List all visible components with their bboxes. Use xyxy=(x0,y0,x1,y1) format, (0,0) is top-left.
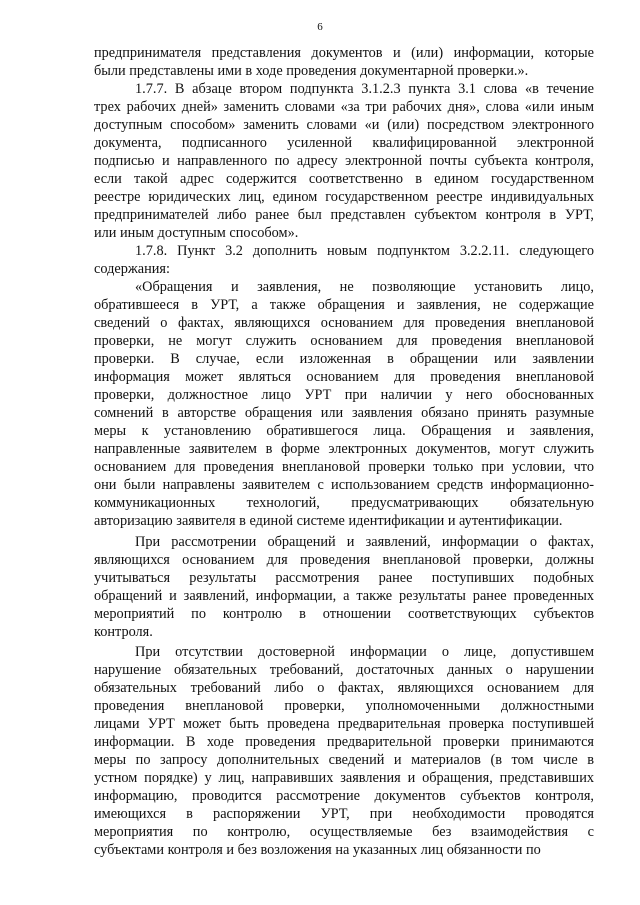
paragraph-line: проверки, должностное лицо УРТ при наличии у него обоснованных xyxy=(94,387,594,403)
paragraph-line: они были направлены заявителем с использованием средств информационно- xyxy=(94,477,594,493)
paragraph-line: мероприятий по контролю в отношении соответствующих субъектов xyxy=(94,606,594,622)
paragraph-line: были представлены ими в ходе проведения документарной проверки.». xyxy=(94,63,529,79)
paragraph-line: проверки, не могут служить основанием для проведения внеплановой xyxy=(94,333,594,349)
page-number: 6 xyxy=(317,21,323,33)
paragraph-5 xyxy=(94,533,594,641)
paragraph-line: сведений о фактах, являющихся основанием для проведения внеплановой xyxy=(94,315,594,331)
paragraph-3 xyxy=(94,242,594,278)
paragraph-line: если такой адрес содержится соответственно в едином государственном xyxy=(94,171,594,187)
paragraph-line: мероприятия по контролю, осуществляемые без взаимодействия с xyxy=(94,824,594,840)
paragraph-line: При рассмотрении обращений и заявлений, информации о фактах, xyxy=(135,534,594,550)
paragraph-line: лицами УРТ может быть проведена предварительная проверка поступившей xyxy=(94,716,594,732)
paragraph-line: информацию, проводится рассмотрение документов субъектов контроля, xyxy=(94,788,594,804)
paragraph-line: содержания: xyxy=(94,261,170,277)
paragraph-line: проверки. В случае, если изложенная в обращении или заявлении xyxy=(94,351,594,367)
paragraph-line: обращений и заявлений, информации, а также результаты ранее проведенных xyxy=(94,588,594,604)
paragraph-line: авторизацию заявителя в единой системе идентификации и аутентификации. xyxy=(94,513,563,529)
paragraph-line: подписью и направленного по адресу электронной почты субъекта контроля, xyxy=(94,153,594,169)
paragraph-line: субъектами контроля и без возложения на указанных лиц обязанности по xyxy=(94,842,541,858)
paragraph-line: доступным способом» заменить словами «и (или) посредством электронного xyxy=(94,117,594,133)
paragraph-line: нарушение обязательных требований, достаточных данных о нарушении xyxy=(94,662,594,678)
paragraph-line: обязательных требований либо о фактах, являющихся основанием для xyxy=(94,680,594,696)
paragraph-line: или иным доступным способом». xyxy=(94,225,299,241)
paragraph-line: меры по запросу дополнительных сведений и материалов (в том числе в xyxy=(94,752,594,768)
paragraph-line: реестре юридических лиц, едином государственном реестре индивидуальных xyxy=(94,189,594,205)
document-body xyxy=(94,44,594,859)
paragraph-1 xyxy=(94,44,594,80)
paragraph-line: основанием для проведения внеплановой проверки только при условии, что xyxy=(94,459,594,475)
paragraph-2 xyxy=(94,80,594,242)
paragraph-line: При отсутствии достоверной информации о лице, допустившем xyxy=(135,644,594,660)
paragraph-line: предпринимателя представления документов и (или) информации, которые xyxy=(94,45,594,61)
paragraph-line: устном порядке) у лиц, направивших заявления и обращения, представивших xyxy=(94,770,594,786)
paragraph-line: являющихся основанием для проведения внеплановой проверки, должны xyxy=(94,552,594,568)
paragraph-line: информация может являться основанием для проведения внеплановой xyxy=(94,369,594,385)
paragraph-line: 1.7.7. В абзаце втором подпункта 3.1.2.3 пункта 3.1 слова «в течение xyxy=(135,81,594,97)
paragraph-line: «Обращения и заявления, не позволяющие установить лицо, xyxy=(135,279,594,295)
paragraph-line: контроля. xyxy=(94,624,153,640)
paragraph-line: документа, подписанного усиленной квалифицированной электронной xyxy=(94,135,594,151)
paragraph-line: коммуникационных технологий, предусматривающих обязательную xyxy=(94,495,594,511)
paragraph-line: предпринимателей либо ранее был представлен субъектом контроля в УРТ, xyxy=(94,207,594,223)
paragraph-4 xyxy=(94,278,594,530)
paragraph-line: сомнений в авторстве обращения или заявления обязано принять разумные xyxy=(94,405,594,421)
paragraph-line: учитываться результаты рассмотрения ранее поступивших подобных xyxy=(94,570,594,586)
paragraph-line: информации. В ходе проведения предварительной проверки принимаются xyxy=(94,734,594,750)
paragraph-line: меры к установлению обратившегося лица. Обращения и заявления, xyxy=(94,423,594,439)
paragraph-line: обратившееся в УРТ, а также обращения и заявления, не содержащие xyxy=(94,297,594,313)
paragraph-line: имеющихся в распоряжении УРТ, при необходимости проводятся xyxy=(94,806,594,822)
paragraph-line: проведения внеплановой проверки, уполномоченными должностными xyxy=(94,698,594,714)
paragraph-line: 1.7.8. Пункт 3.2 дополнить новым подпунктом 3.2.2.11. следующего xyxy=(135,243,594,259)
paragraph-line: направленные заявителем в форме электронных документов, могут служить xyxy=(94,441,594,457)
paragraph-line: трех рабочих дней» заменить словами «за три рабочих дня», слова «или иным xyxy=(94,99,594,115)
paragraph-6 xyxy=(94,643,594,859)
